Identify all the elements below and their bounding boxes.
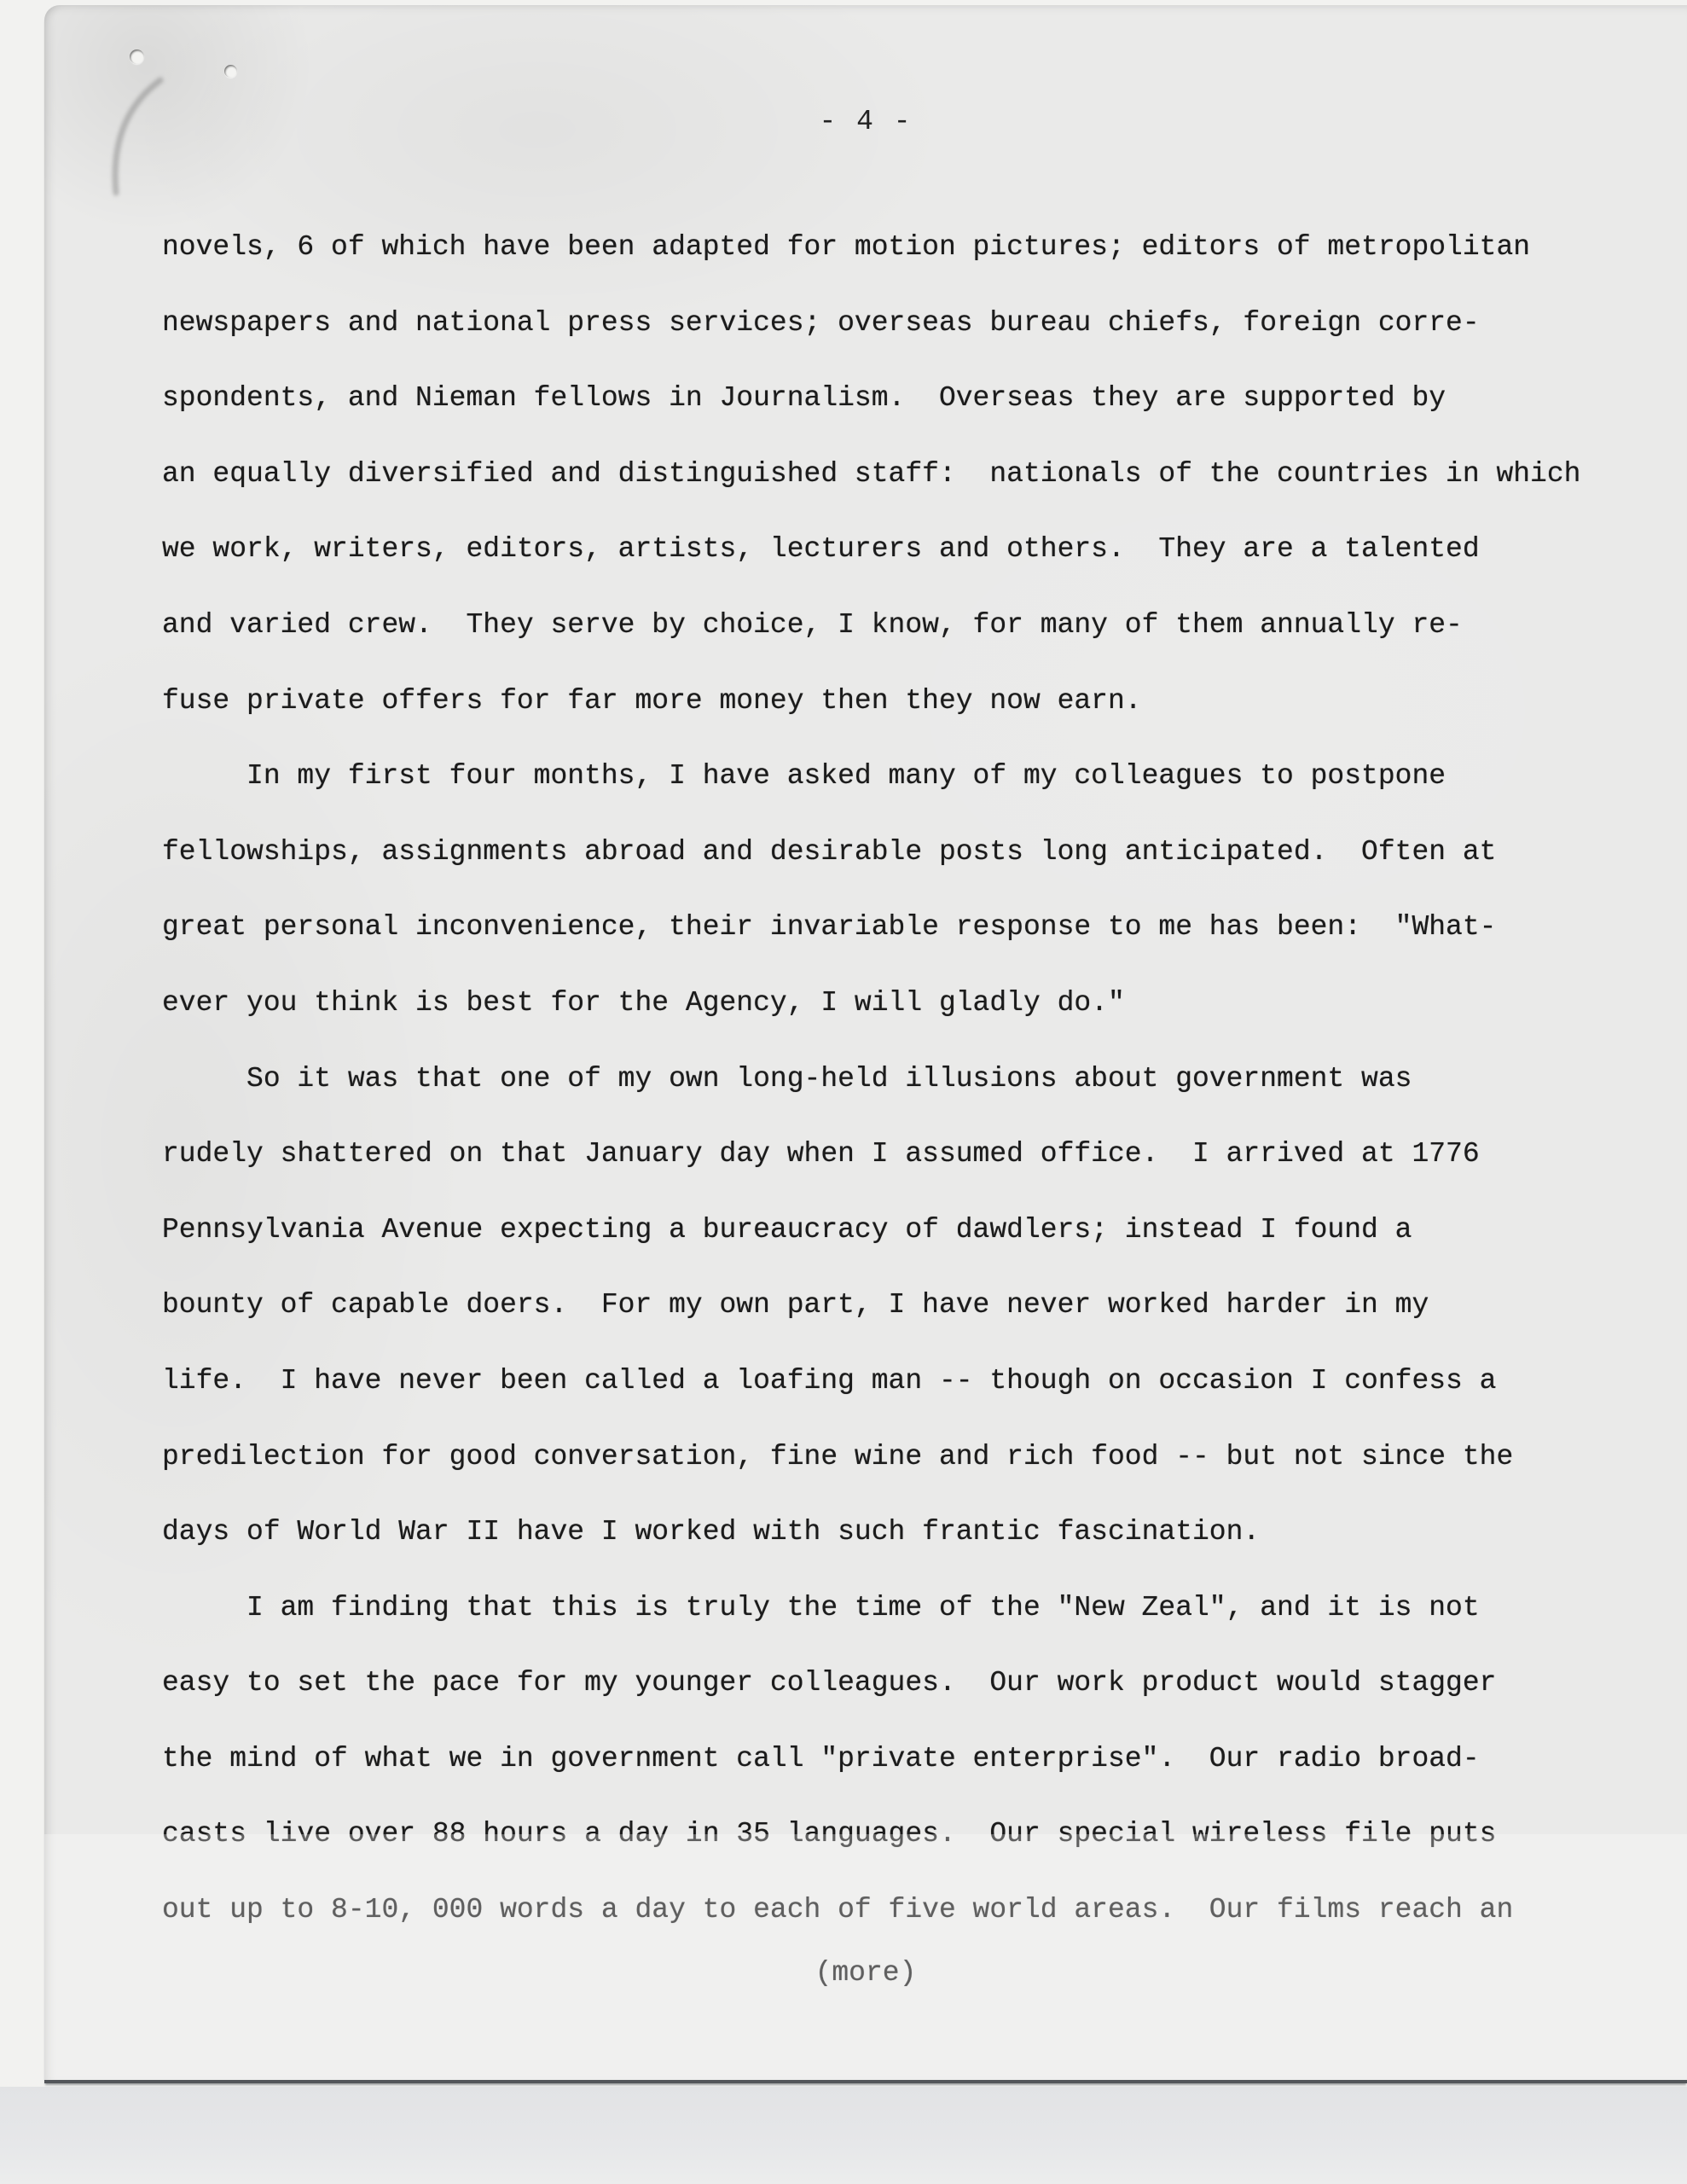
text-line: and varied crew. They serve by choice, I know, for many of them annually re- xyxy=(162,608,1463,641)
text-line: we work, writers, editors, artists, lecturers and others. They are a talented xyxy=(162,533,1480,566)
document-page xyxy=(44,5,1687,2083)
text-line: the mind of what we in government call "private enterprise". Our radio broad- xyxy=(162,1742,1480,1774)
text-line: easy to set the pace for my younger colleagues. Our work product would stagger xyxy=(162,1667,1497,1699)
scanner-bed-background xyxy=(0,2087,1687,2184)
text-line: Pennsylvania Avenue expecting a bureaucracy of dawdlers; instead I found a xyxy=(162,1213,1412,1246)
text-line: life. I have never been called a loafing man -- though on occasion I confess a xyxy=(162,1364,1497,1397)
text-line: out up to 8-10, 000 words a day to each of five world areas. Our films reach an xyxy=(162,1894,1514,1926)
text-line: great personal inconvenience, their invariable response to me has been: "What- xyxy=(162,911,1497,944)
text-line: an equally diversified and distinguished staff: nationals of the countries in which xyxy=(162,457,1581,490)
pin-hole-right xyxy=(224,65,237,78)
text-line: novels, 6 of which have been adapted for motion pictures; editors of metropolitan xyxy=(162,231,1531,263)
more-indicator: (more) xyxy=(815,1957,917,1989)
text-line: rudely shattered on that January day when I assumed office. I arrived at 1776 xyxy=(162,1138,1480,1170)
text-line: days of World War II have I worked with such frantic fascination. xyxy=(162,1516,1261,1548)
text-line: predilection for good conversation, fine wine and rich food -- but not since the xyxy=(162,1440,1514,1472)
text-line: ever you think is best for the Agency, I will gladly do." xyxy=(162,986,1125,1019)
page-number: - 4 - xyxy=(819,106,913,137)
text-line: In my first four months, I have asked many of my colleagues to postpone xyxy=(162,760,1446,793)
text-line: newspapers and national press services; overseas bureau chiefs, foreign corre- xyxy=(162,306,1480,339)
text-line: spondents, and Nieman fellows in Journalism. Overseas they are supported by xyxy=(162,382,1446,415)
text-line: I am finding that this is truly the time of the "New Zeal", and it is not xyxy=(162,1591,1480,1623)
crease-mark xyxy=(85,65,205,210)
text-line: fuse private offers for far more money then they now earn. xyxy=(162,684,1142,717)
body-text xyxy=(162,210,1646,1949)
text-line: So it was that one of my own long-held illusions about government was xyxy=(162,1062,1412,1095)
text-line: bounty of capable doers. For my own part, I have never worked harder in my xyxy=(162,1289,1429,1321)
text-line: fellowships, assignments abroad and desirable posts long anticipated. Often at xyxy=(162,835,1497,868)
text-line: casts live over 88 hours a day in 35 languages. Our special wireless file puts xyxy=(162,1818,1497,1850)
pin-hole-left xyxy=(130,49,144,64)
